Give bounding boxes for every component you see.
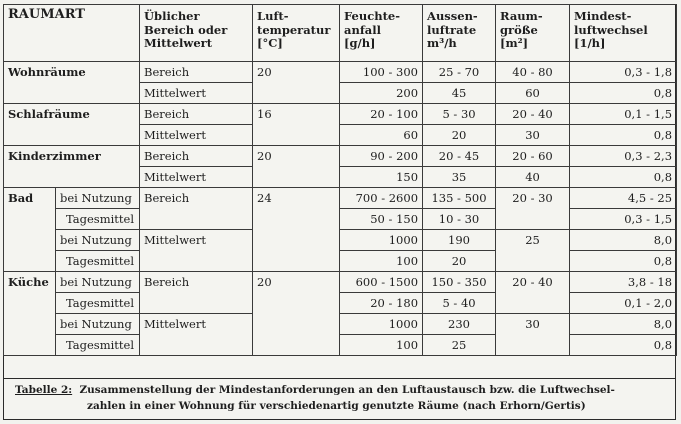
- room-size-cell: 20 - 40: [496, 272, 570, 314]
- moisture-cell: 100: [340, 251, 423, 272]
- airflow-cell: 190: [423, 230, 496, 251]
- airflow-cell: 135 - 500: [423, 188, 496, 209]
- header-feuchte: Feuchte- anfall [g/h]: [340, 5, 423, 62]
- airflow-cell: 35: [423, 167, 496, 188]
- value-type: Mittelwert: [140, 314, 253, 356]
- air-change-cell: 0,1 - 2,0: [570, 293, 677, 314]
- moisture-cell: 20 - 100: [340, 104, 423, 125]
- usage-label: Tagesmittel: [56, 209, 140, 230]
- table-caption: [3, 378, 676, 420]
- moisture-cell: 700 - 2600: [340, 188, 423, 209]
- temperature-cell: 24: [253, 188, 340, 272]
- temperature-cell: 20: [253, 272, 340, 356]
- moisture-cell: 150: [340, 167, 423, 188]
- room-name: Küche: [4, 272, 56, 356]
- moisture-cell: 1000: [340, 230, 423, 251]
- caption-line-2: zahlen in einer Wohnung für verschiedenartig genutzte Räume (nach Erhorn/Gertis): [87, 400, 586, 412]
- value-type: Mittelwert: [140, 83, 253, 104]
- airflow-cell: 20 - 45: [423, 146, 496, 167]
- airflow-cell: 25 - 70: [423, 62, 496, 83]
- moisture-cell: 200: [340, 83, 423, 104]
- air-change-cell: 0,1 - 1,5: [570, 104, 677, 125]
- room-size-cell: 30: [496, 314, 570, 356]
- table-row: [4, 230, 677, 251]
- airflow-cell: 5 - 40: [423, 293, 496, 314]
- airflow-cell: 150 - 350: [423, 272, 496, 293]
- value-type: Bereich: [140, 272, 253, 314]
- air-change-cell: 0,8: [570, 83, 677, 104]
- value-type: Bereich: [140, 104, 253, 125]
- air-change-cell: 0,3 - 2,3: [570, 146, 677, 167]
- usage-label: Tagesmittel: [56, 251, 140, 272]
- temperature-cell: 20: [253, 146, 340, 188]
- room-size-cell: 40: [496, 167, 570, 188]
- moisture-cell: 90 - 200: [340, 146, 423, 167]
- air-change-cell: 0,8: [570, 125, 677, 146]
- usage-label: Tagesmittel: [56, 293, 140, 314]
- airflow-cell: 20: [423, 125, 496, 146]
- air-change-cell: 8,0: [570, 230, 677, 251]
- room-size-cell: 40 - 80: [496, 62, 570, 83]
- room-size-cell: 25: [496, 230, 570, 272]
- temperature-cell: 16: [253, 104, 340, 146]
- room-size-cell: 20 - 60: [496, 146, 570, 167]
- air-change-cell: 8,0: [570, 314, 677, 335]
- value-type: Mittelwert: [140, 230, 253, 272]
- moisture-cell: 1000: [340, 314, 423, 335]
- room-name: Kinderzimmer: [4, 146, 140, 188]
- room-size-cell: 20 - 30: [496, 188, 570, 230]
- moisture-cell: 60: [340, 125, 423, 146]
- usage-label: bei Nutzung: [56, 188, 140, 209]
- airflow-cell: 10 - 30: [423, 209, 496, 230]
- moisture-cell: 100: [340, 335, 423, 356]
- room-size-cell: 20 - 40: [496, 104, 570, 125]
- table-row: [4, 314, 677, 335]
- airflow-cell: 25: [423, 335, 496, 356]
- value-type: Mittelwert: [140, 125, 253, 146]
- room-name: Bad: [4, 188, 56, 272]
- airflow-cell: 20: [423, 251, 496, 272]
- temperature-cell: 20: [253, 62, 340, 104]
- airflow-cell: 5 - 30: [423, 104, 496, 125]
- moisture-cell: 20 - 180: [340, 293, 423, 314]
- air-change-cell: 0,8: [570, 167, 677, 188]
- airflow-cell: 45: [423, 83, 496, 104]
- header-luftwechsel: Mindest- luftwechsel [1/h]: [570, 5, 677, 62]
- usage-label: Tagesmittel: [56, 335, 140, 356]
- room-size-cell: 30: [496, 125, 570, 146]
- room-name: Wohnräume: [4, 62, 140, 104]
- header-raumgroesse: Raum- größe [m²]: [496, 5, 570, 62]
- value-type: Bereich: [140, 146, 253, 167]
- table-row: [4, 272, 677, 293]
- table-row: [4, 335, 677, 356]
- air-change-cell: 0,3 - 1,8: [570, 62, 677, 83]
- caption-line-1: Zusammenstellung der Mindestanforderungen an den Luftaustausch bzw. die Luftwechsel-: [79, 384, 615, 396]
- airflow-cell: 230: [423, 314, 496, 335]
- header-raumart: RAUMART: [4, 5, 140, 62]
- room-name: Schlafräume: [4, 104, 140, 146]
- air-change-cell: 0,8: [570, 251, 677, 272]
- usage-label: bei Nutzung: [56, 314, 140, 335]
- usage-label: bei Nutzung: [56, 230, 140, 251]
- air-change-cell: 4,5 - 25: [570, 188, 677, 209]
- table-row: [4, 293, 677, 314]
- moisture-cell: 50 - 150: [340, 209, 423, 230]
- value-type: Bereich: [140, 62, 253, 83]
- table-row: [4, 146, 677, 167]
- air-change-cell: 0,3 - 1,5: [570, 209, 677, 230]
- room-size-cell: 60: [496, 83, 570, 104]
- header-aussenluft: Aussen- luftrate m³/h: [423, 5, 496, 62]
- header-row: [4, 5, 677, 62]
- header-bereich: Üblicher Bereich oder Mittelwert: [140, 5, 253, 62]
- moisture-cell: 600 - 1500: [340, 272, 423, 293]
- table-row: [4, 104, 677, 125]
- ventilation-table: [3, 4, 677, 356]
- usage-label: bei Nutzung: [56, 272, 140, 293]
- header-temperatur: Luft- temperatur [°C]: [253, 5, 340, 62]
- air-change-cell: 3,8 - 18: [570, 272, 677, 293]
- value-type: Mittelwert: [140, 167, 253, 188]
- table-row: [4, 62, 677, 83]
- table-row: [4, 188, 677, 209]
- moisture-cell: 100 - 300: [340, 62, 423, 83]
- value-type: Bereich: [140, 188, 253, 230]
- table-row: [4, 209, 677, 230]
- table-row: [4, 251, 677, 272]
- air-change-cell: 0,8: [570, 335, 677, 356]
- caption-label: Tabelle 2:: [15, 384, 73, 396]
